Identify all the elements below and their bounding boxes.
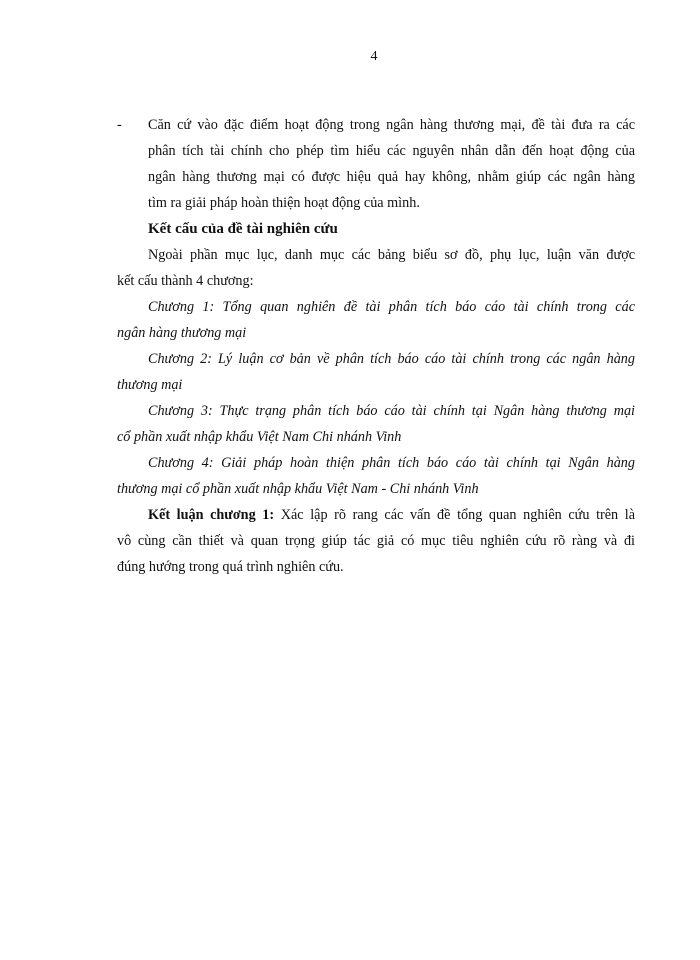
bullet-line-1: Căn cứ vào đặc điểm hoạt động trong ngân hàng thương mại, đề tài đưa ra các <box>148 117 635 133</box>
bullet-line-3: ngân hàng thương mại có được hiệu quả hay không, nhằm giúp các ngân hàng <box>148 169 635 185</box>
intro-paragraph <box>117 242 635 294</box>
bullet-line-2: phân tích tài chính cho phép tìm hiểu các nguyên nhân dẫn đến hoạt động của <box>148 143 635 159</box>
bullet-line-4: tìm ra giải pháp hoàn thiện hoạt động của mình. <box>148 195 420 211</box>
chapter-4 <box>117 450 635 502</box>
document-body <box>117 112 635 580</box>
chapter-4-line-2: thương mại cổ phần xuất nhập khẩu Việt Nam - Chi nhánh Vinh <box>117 481 479 497</box>
bullet-paragraph <box>117 112 635 216</box>
chapter-4-line-1: Chương 4: Giải pháp hoàn thiện phân tích báo cáo tài chính tại Ngân hàng <box>148 455 635 471</box>
conclusion-paragraph <box>117 502 635 580</box>
conclusion-line-1 <box>117 502 635 528</box>
chapter-3-line-1: Chương 3: Thực trạng phân tích báo cáo tài chính tại Ngân hàng thương mại <box>148 403 635 419</box>
chapter-2 <box>117 346 635 398</box>
conclusion-line-1-text: Xác lập rõ rang các vấn đề tổng quan nghiên cứu trên là <box>274 507 635 523</box>
chapter-3-line-2: cổ phần xuất nhập khẩu Việt Nam Chi nhánh Vinh <box>117 429 402 445</box>
chapter-1-line-1: Chương 1: Tổng quan nghiên đề tài phân tích báo cáo tài chính trong các <box>148 299 635 315</box>
conclusion-line-2: vô cùng cần thiết và quan trọng giúp tác giả có mục tiêu nghiên cứu rõ ràng và đi <box>117 533 635 549</box>
section-heading: Kết cấu của đề tài nghiên cứu <box>148 221 338 237</box>
bullet-dash: - <box>117 117 122 133</box>
intro-line-1: Ngoài phần mục lục, danh mục các bảng biểu sơ đồ, phụ lục, luận văn được <box>148 247 635 263</box>
chapter-2-line-2: thương mại <box>117 377 183 393</box>
chapter-2-line-1: Chương 2: Lý luận cơ bản về phân tích báo cáo tài chính trong các ngân hàng <box>148 351 635 367</box>
conclusion-line-3: đúng hướng trong quá trình nghiên cứu. <box>117 559 344 575</box>
chapter-1-line-2: ngân hàng thương mại <box>117 325 247 341</box>
conclusion-label: Kết luận chương 1: <box>148 507 275 523</box>
chapter-3 <box>117 398 635 450</box>
intro-line-2: kết cấu thành 4 chương: <box>117 273 254 289</box>
page-number: 4 <box>370 49 378 64</box>
chapter-1 <box>117 294 635 346</box>
